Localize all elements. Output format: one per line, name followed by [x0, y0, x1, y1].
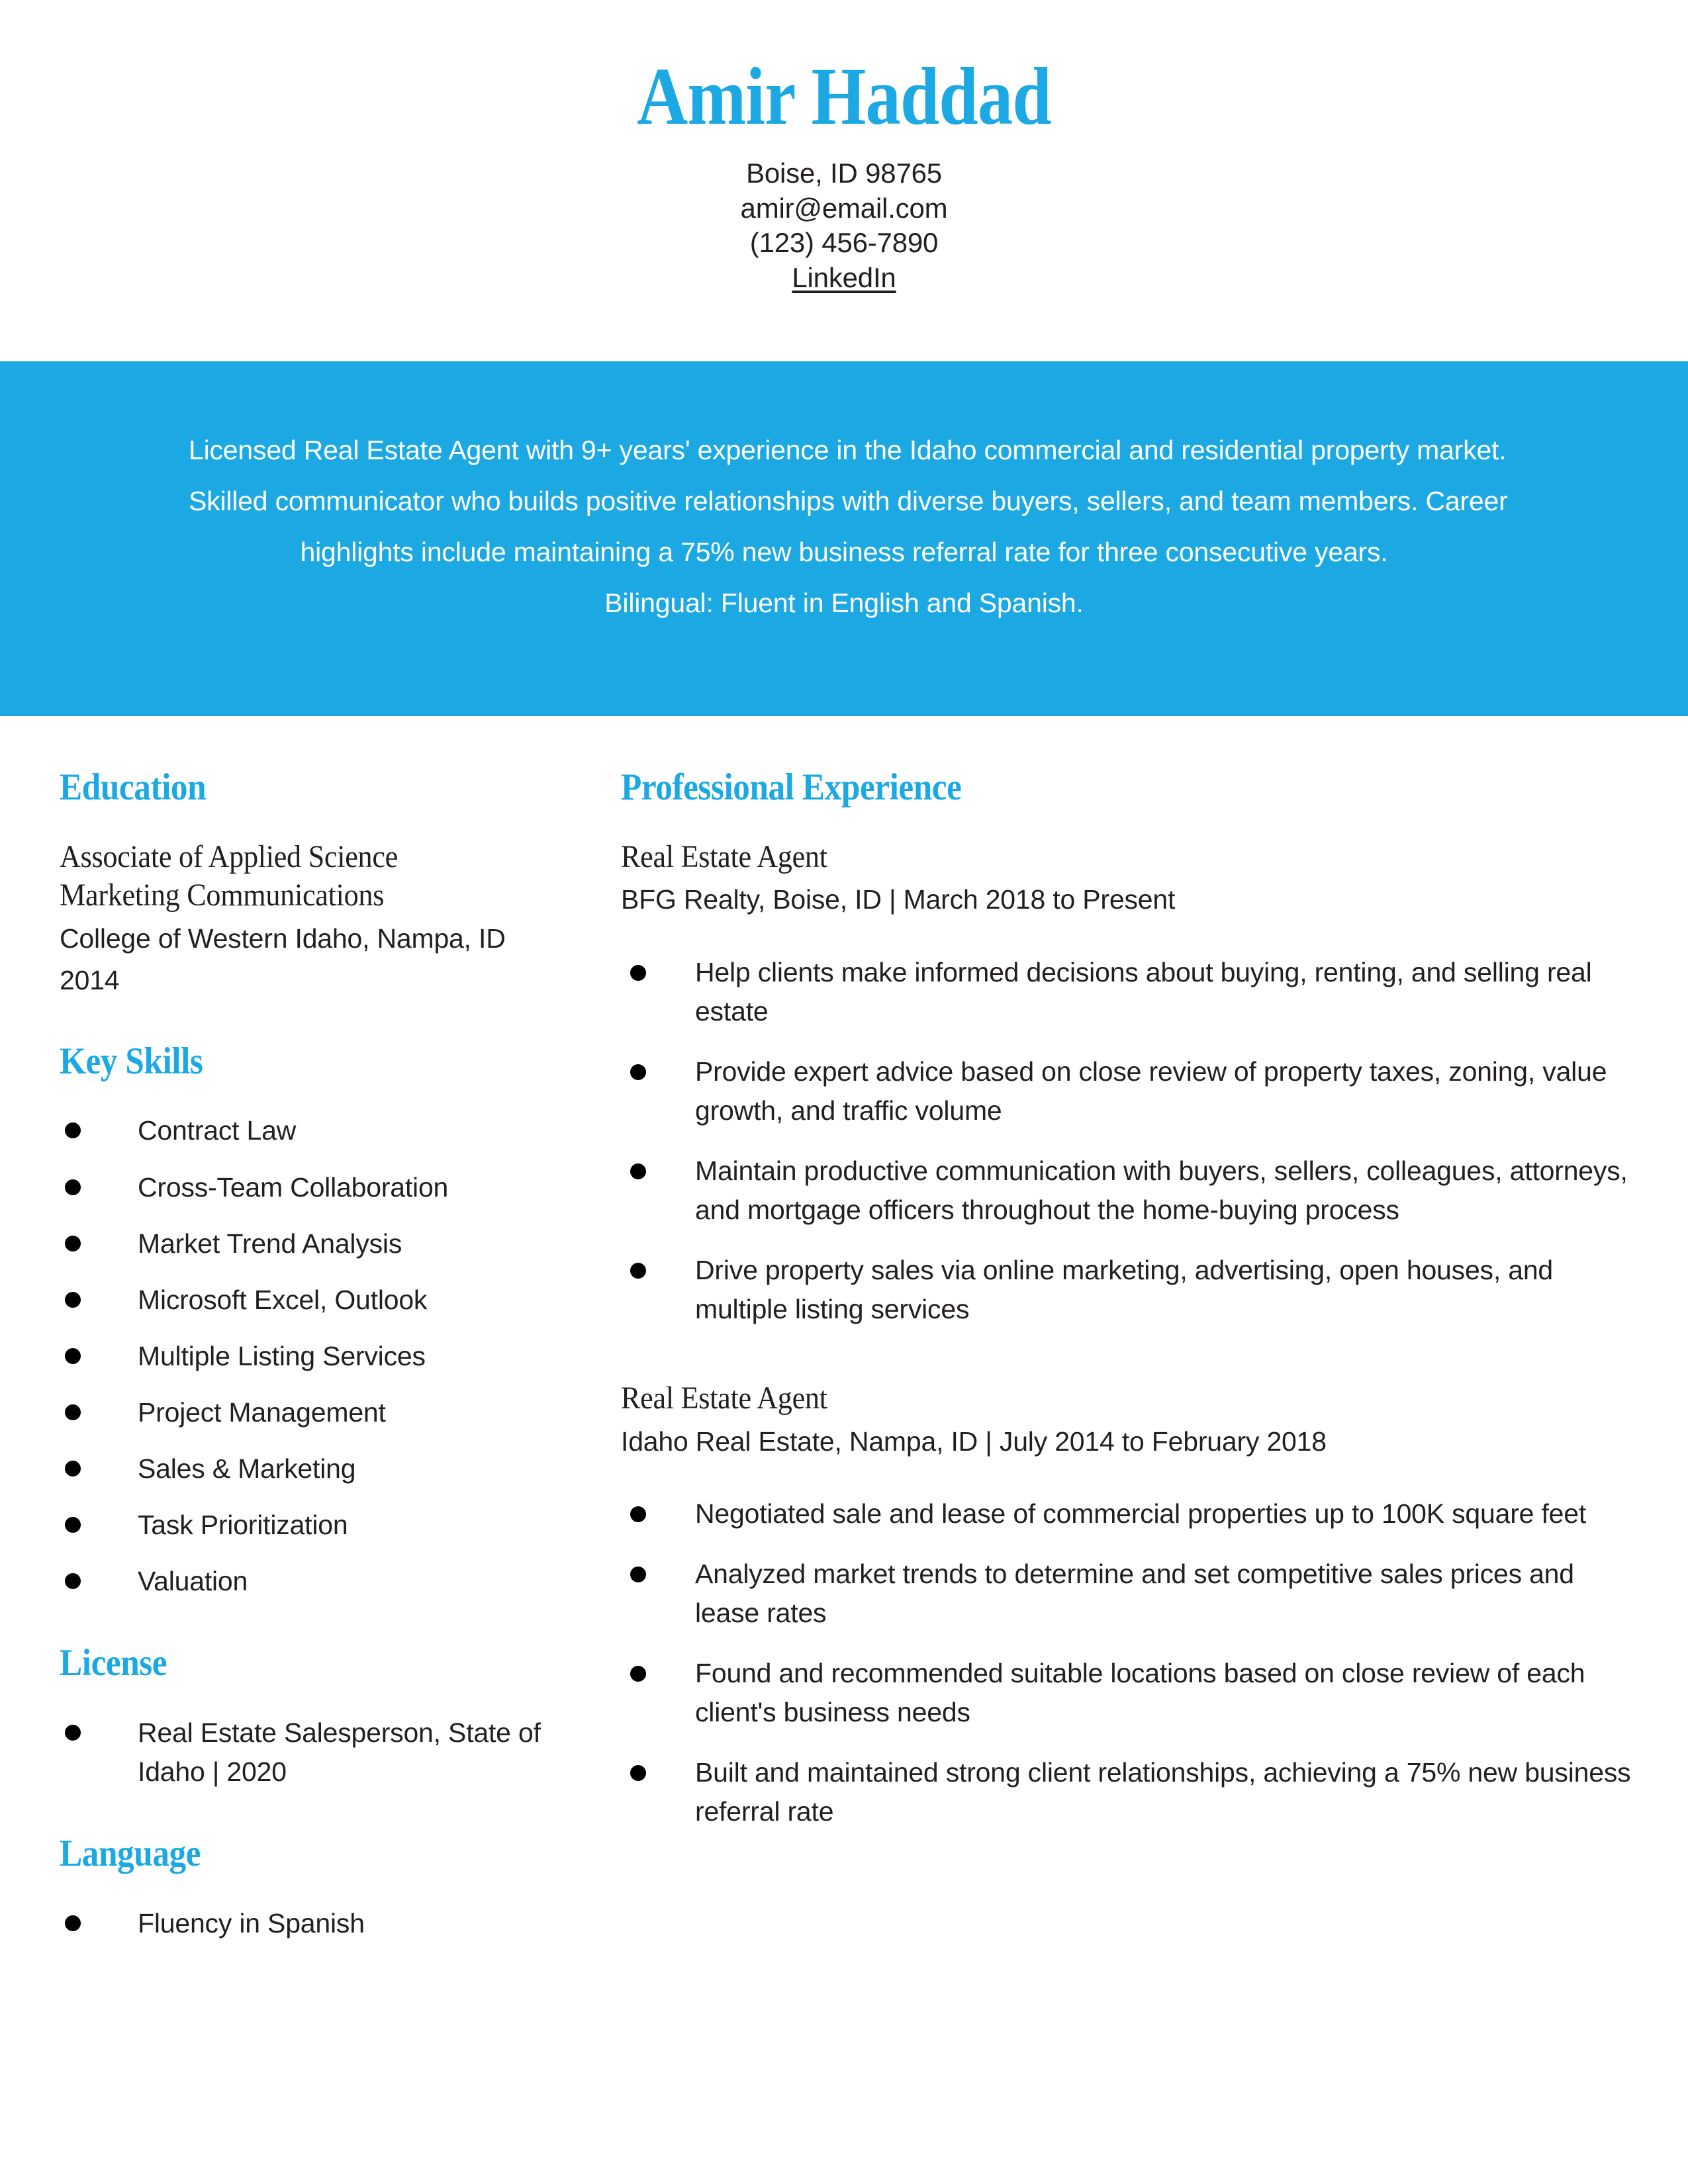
list-item: Maintain productive communication with buyers, sellers, colleagues, attorneys, and mortgage officers throughout the home-buying process	[621, 1152, 1635, 1230]
contact-email: amir@email.com	[740, 192, 948, 224]
linkedin-link[interactable]: LinkedIn	[792, 261, 896, 293]
summary-line: Licensed Real Estate Agent with 9+ years' experience in the Idaho commercial and residential property market.	[189, 435, 1507, 465]
section-language	[60, 1834, 576, 1943]
job-meta: BFG Realty, Boise, ID | March 2018 to Present	[621, 884, 1176, 915]
list-item: Real Estate Salesperson, State of Idaho | 2020	[60, 1713, 576, 1792]
summary-line: Bilingual: Fluent in English and Spanish.	[604, 588, 1084, 619]
job-bullets	[621, 953, 1635, 1329]
resume-header	[0, 0, 1688, 295]
summary-banner	[0, 361, 1688, 716]
sidebar-column	[0, 768, 576, 1985]
education-degree-line-1: Associate of Applied Science	[60, 839, 399, 874]
contact-location: Boise, ID 98765	[746, 158, 942, 189]
list-item: Microsoft Excel, Outlook	[60, 1281, 576, 1320]
experience-entry	[621, 1379, 1635, 1831]
list-item: Negotiated sale and lease of commercial properties up to 100K square feet	[621, 1494, 1635, 1533]
list-item: Analyzed market trends to determine and set competitive sales prices and lease rates	[621, 1555, 1635, 1633]
list-item: Task Prioritization	[60, 1506, 576, 1545]
list-item: Help clients make informed decisions about buying, renting, and selling real estate	[621, 953, 1635, 1031]
list-item: Sales & Marketing	[60, 1449, 576, 1488]
job-role: Real Estate Agent	[621, 839, 827, 874]
list-item: Found and recommended suitable locations based on close review of each client's business needs	[621, 1654, 1635, 1732]
candidate-name: Amir Haddad	[637, 51, 1051, 142]
job-bullets	[621, 1494, 1635, 1831]
resume-body	[0, 768, 1688, 1985]
list-item: Built and maintained strong client relationships, achieving a 75% new business referral rate	[621, 1753, 1635, 1831]
list-item: Market Trend Analysis	[60, 1224, 576, 1263]
key-skills-list	[60, 1111, 576, 1600]
license-list	[60, 1713, 576, 1792]
education-school: College of Western Idaho, Nampa, ID	[60, 923, 506, 954]
experience-entry	[621, 838, 1635, 1329]
education-year: 2014	[60, 965, 120, 996]
list-item: Drive property sales via online marketing, advertising, open houses, and multiple listing services	[621, 1251, 1635, 1329]
summary-line: Skilled communicator who builds positive relationships with diverse buyers, sellers, and team members. Career	[189, 486, 1508, 517]
section-title-license: License	[60, 1641, 167, 1684]
summary-text-block	[189, 361, 1508, 629]
list-item: Multiple Listing Services	[60, 1337, 576, 1376]
list-item: Project Management	[60, 1393, 576, 1432]
list-item: Cross-Team Collaboration	[60, 1168, 576, 1207]
section-license	[60, 1643, 576, 1792]
list-item: Provide expert advice based on close review of property taxes, zoning, value growth, and traffic volume	[621, 1052, 1635, 1130]
section-professional-experience	[621, 768, 1635, 1831]
education-degree-line-2: Marketing Communications	[60, 878, 385, 913]
list-item: Contract Law	[60, 1111, 576, 1150]
section-title-language: Language	[60, 1832, 201, 1874]
summary-line: highlights include maintaining a 75% new business referral rate for three consecutive years.	[300, 537, 1388, 568]
section-title-key-skills: Key Skills	[60, 1040, 203, 1082]
list-item: Valuation	[60, 1562, 576, 1601]
section-title-education: Education	[60, 766, 207, 808]
section-title-professional-experience: Professional Experience	[621, 766, 962, 808]
main-column	[576, 768, 1635, 1831]
section-key-skills	[60, 1042, 576, 1601]
job-meta: Idaho Real Estate, Nampa, ID | July 2014 to February 2018	[621, 1426, 1327, 1457]
job-role: Real Estate Agent	[621, 1380, 827, 1416]
list-item: Fluency in Spanish	[60, 1904, 576, 1943]
language-list	[60, 1904, 576, 1943]
contact-phone: (123) 456-7890	[749, 227, 939, 258]
contact-linkedin-row	[0, 261, 1688, 296]
section-education	[60, 768, 576, 999]
